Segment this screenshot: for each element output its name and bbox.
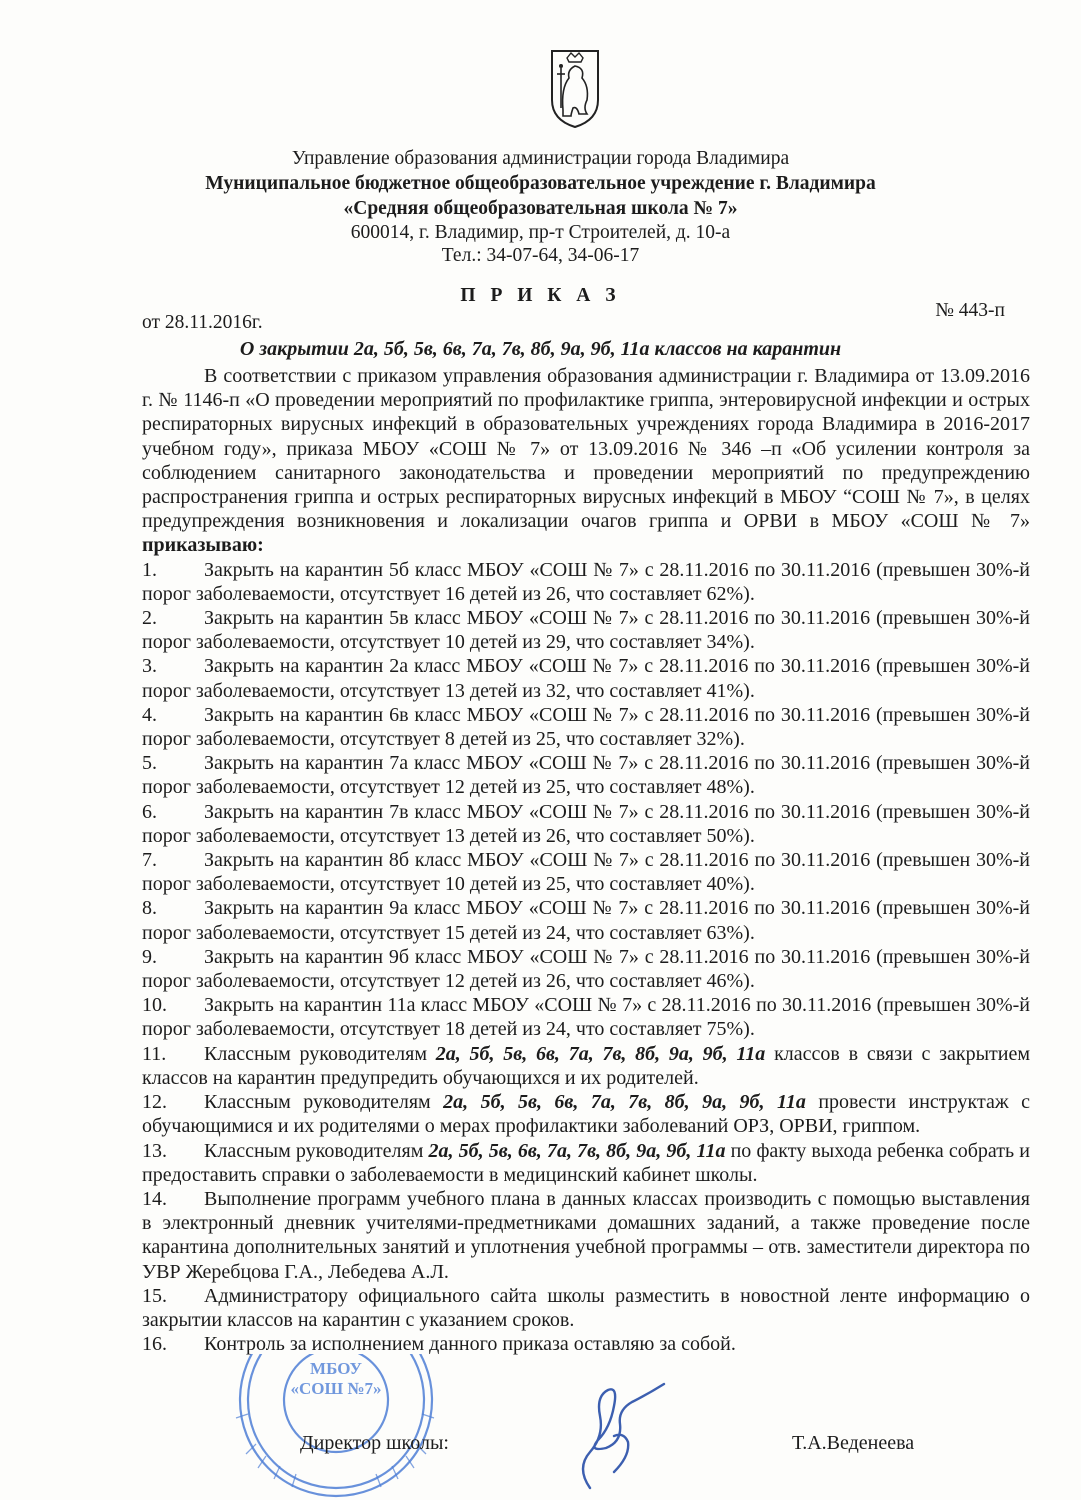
order-item	[142, 800, 1030, 848]
order-item	[142, 558, 1030, 606]
order-item	[142, 1139, 1030, 1187]
item-number: 13.	[142, 1139, 167, 1162]
order-subject: О закрытии 2а, 5б, 5в, 6в, 7а, 7в, 8б, 9а, 9б, 11а классов на карантин	[239, 338, 842, 360]
org-parent-line: Управление образования администрации города Владимира	[291, 148, 790, 169]
signature-position: Директор школы:	[300, 1432, 449, 1454]
item-number: 2.	[142, 607, 157, 630]
item-text-suffix: провести инструктаж с обучающимися и их родителями о мерах профилактики заболеваний ОРЗ, ОРВИ, гриппом.	[142, 1091, 1030, 1138]
item-text: Контроль за исполнением данного приказа оставляю за собой.	[204, 1333, 736, 1356]
order-item	[142, 1187, 1030, 1284]
school-stamp	[226, 1354, 444, 1500]
order-item	[142, 1042, 1030, 1090]
item-class-list: 2а, 5б, 5в, 6в, 7а, 7в, 8б, 9а, 9б, 11а	[435, 1042, 766, 1065]
item-text: Закрыть на карантин 9б класс МБОУ «СОШ № 7» с 28.11.2016 по 30.11.2016 (превышен 30%-й порог заболеваемости, отсутствует 12 детей из 26, что составляет 46%).	[142, 945, 1030, 993]
stamp-center-line-2: «СОШ №7»	[290, 1379, 382, 1398]
order-item	[142, 1332, 1030, 1356]
org-name-line: Муниципальное бюджетное общеобразовательное учреждение г. Владимира	[205, 173, 876, 194]
item-text: Закрыть на карантин 5б класс МБОУ «СОШ № 7» с 28.11.2016 по 30.11.2016 (превышен 30%-й порог заболеваемости, отсутствует 16 детей из 26, что составляет 62%).	[142, 558, 1030, 605]
item-text-suffix: по факту выхода ребенка собрать и предоставить справки о заболеваемости в медицинский кабинет школы.	[142, 1139, 1030, 1186]
order-title: П Р И К А З	[460, 285, 621, 306]
item-number: 15.	[142, 1284, 167, 1307]
order-item	[142, 945, 1030, 993]
order-item	[142, 896, 1030, 944]
item-text: Закрыть на карантин 6в класс МБОУ «СОШ № 7» с 28.11.2016 по 30.11.2016 (превышен 30%-й порог заболеваемости, отсутствует 8 детей из 25, что составляет 32%).	[142, 703, 1030, 751]
item-class-list: 2а, 5б, 5в, 6в, 7а, 7в, 8б, 9а, 9б, 11а	[428, 1139, 726, 1162]
order-item	[142, 848, 1030, 896]
preamble-directive: приказываю:	[142, 534, 264, 557]
item-number: 9.	[142, 945, 157, 968]
order-item	[142, 606, 1030, 654]
item-number: 8.	[142, 897, 157, 920]
item-text-prefix: Классным руководителям	[204, 1042, 436, 1065]
item-text: Закрыть на карантин 8б класс МБОУ «СОШ № 7» с 28.11.2016 по 30.11.2016 (превышен 30%-й порог заболеваемости, отсутствует 10 детей из 25, что составляет 40%).	[142, 849, 1030, 896]
item-text-prefix: Классным руководителям	[204, 1139, 429, 1162]
school-name-line: «Средняя общеобразовательная школа № 7»	[343, 198, 738, 219]
order-item	[142, 703, 1030, 751]
item-number: 12.	[142, 1091, 167, 1114]
item-number: 11.	[142, 1042, 167, 1065]
city-coat-of-arms-icon	[549, 48, 601, 130]
item-number: 10.	[142, 994, 167, 1017]
item-text-prefix: Классным руководителям	[204, 1091, 444, 1114]
order-item	[142, 1090, 1030, 1138]
signature-name: Т.А.Веденеева	[792, 1432, 915, 1454]
item-text: Закрыть на карантин 9а класс МБОУ «СОШ № 7» с 28.11.2016 по 30.11.2016 (превышен 30%-й порог заболеваемости, отсутствует 15 детей из 24, что составляет 63%).	[142, 897, 1030, 944]
order-date: от 28.11.2016г.	[142, 312, 263, 333]
item-text: Выполнение программ учебного плана в данных классах производить с помощью выставления в электронный дневник учителями-предметниками домашних заданий, а также проведение после карантина дополнительных занятий и уплотнения учебной программы – отв. заместители директора по УВР Жеребцова Г.А., Лебедева А.Л.	[142, 1187, 1030, 1283]
item-text: Закрыть на карантин 7а класс МБОУ «СОШ № 7» с 28.11.2016 по 30.11.2016 (превышен 30%-й порог заболеваемости, отсутствует 12 детей из 25, что составляет 48%).	[142, 752, 1030, 799]
item-number: 1.	[142, 558, 157, 581]
item-number: 6.	[142, 800, 157, 823]
item-number: 3.	[142, 655, 157, 678]
order-body	[142, 364, 1030, 1356]
item-number: 16.	[142, 1333, 167, 1356]
item-number: 5.	[142, 752, 157, 775]
item-number: 4.	[142, 703, 157, 726]
order-number: № 443-п	[935, 300, 1005, 321]
preamble-text: В соответствии с приказом управления образования администрации г. Владимира от 13.09.2016 г. № 1146-п «О проведении мероприятий по профилактике гриппа, энтеровирусной инфекции и острых респираторных вирусных инфекций в образовательных учреждениях города Владимира в 2016-2017 учебном году», приказа МБОУ «СОШ № 7» от 13.09.2016 № 346 –п «Об усилении контроля за соблюдением санитарного законодательства и проведении мероприятий по предупреждению распространения гриппа и острых респираторных вирусных инфекций в МБОУ “СОШ № 7», в целях предупреждения возникновения и локализации очагов гриппа и ОРВИ в МБОУ «СОШ № 7»	[142, 365, 1030, 533]
org-phone: Тел.: 34-07-64, 34-06-17	[441, 245, 640, 266]
item-text: Закрыть на карантин 2а класс МБОУ «СОШ № 7» с 28.11.2016 по 30.11.2016 (превышен 30%-й порог заболеваемости, отсутствует 13 детей из 32, что составляет 41%).	[142, 655, 1030, 702]
item-text: Закрыть на карантин 5в класс МБОУ «СОШ № 7» с 28.11.2016 по 30.11.2016 (превышен 30%-й порог заболеваемости, отсутствует 10 детей из 29, что составляет 34%).	[142, 607, 1030, 654]
order-item	[142, 1284, 1030, 1332]
stamp-center-line-1: МБОУ	[310, 1359, 362, 1378]
item-text: Закрыть на карантин 7в класс МБОУ «СОШ № 7» с 28.11.2016 по 30.11.2016 (превышен 30%-й порог заболеваемости, отсутствует 13 детей из 26, что составляет 50%).	[142, 800, 1030, 847]
order-item	[142, 751, 1030, 799]
item-number: 7.	[142, 849, 157, 872]
order-preamble	[142, 364, 1030, 558]
director-signature	[560, 1376, 670, 1494]
order-item	[142, 654, 1030, 702]
item-class-list: 2а, 5б, 5в, 6в, 7а, 7в, 8б, 9а, 9б, 11а	[443, 1091, 806, 1114]
org-address: 600014, г. Владимир, пр-т Строителей, д. 10-а	[350, 222, 731, 243]
order-item	[142, 993, 1030, 1041]
item-text: Закрыть на карантин 11а класс МБОУ «СОШ № 7» с 28.11.2016 по 30.11.2016 (превышен 30%-й порог заболеваемости, отсутствует 18 детей из 24, что составляет 75%).	[142, 994, 1030, 1041]
item-text-suffix: классов в связи с закрытием классов на карантин предупредить обучающихся и их родителей.	[142, 1042, 1030, 1089]
item-text: Администратору официального сайта школы разместить в новостной ленте информацию о закрытии классов на карантин с указанием сроков.	[142, 1284, 1030, 1331]
item-number: 14.	[142, 1187, 167, 1210]
